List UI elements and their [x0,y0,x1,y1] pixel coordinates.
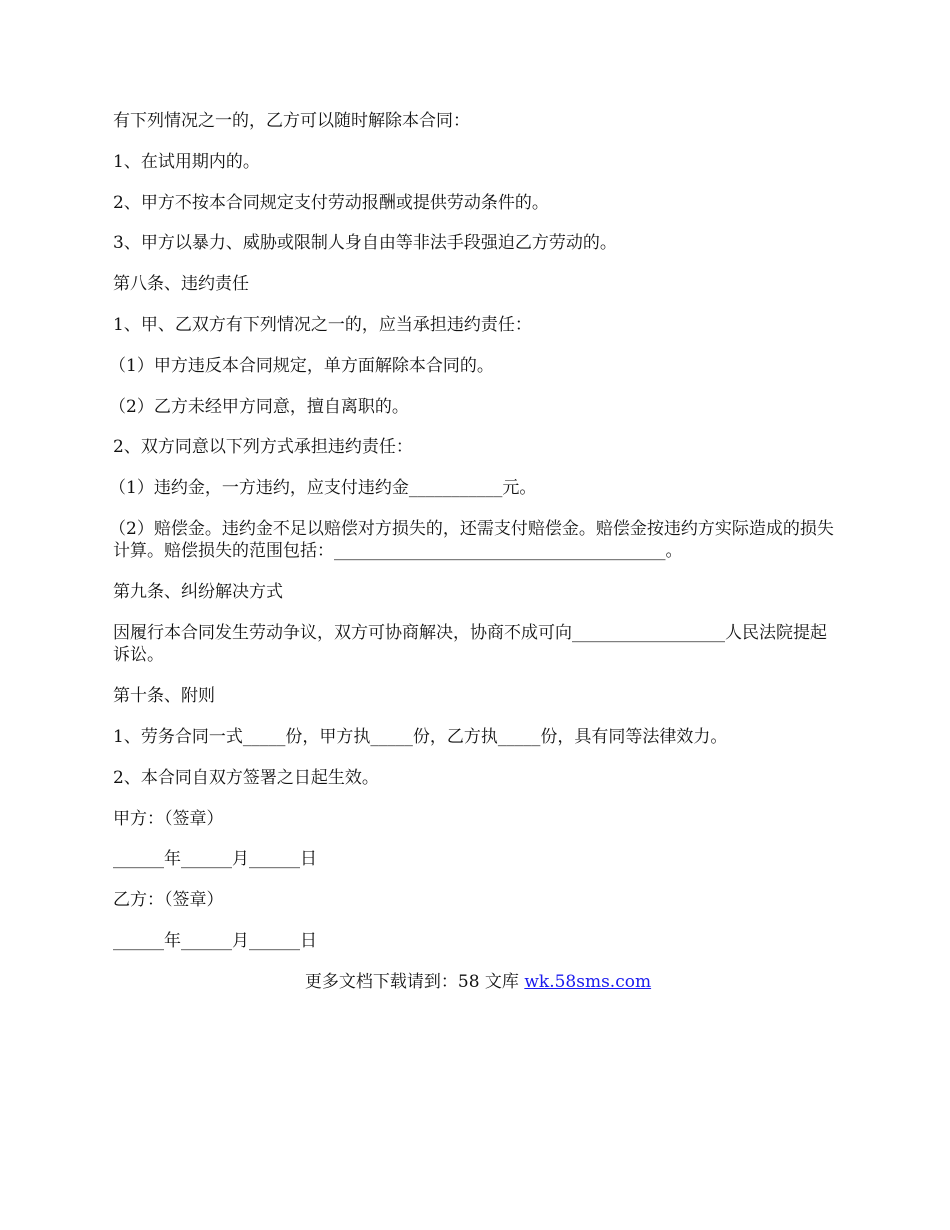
paragraph-copies: 1、劳务合同一式_____份，甲方执_____份，乙方执_____份，具有同等法律效力。 [113,726,728,747]
paragraph-penalty: （1）违约金，一方违约，应支付违约金___________元。 [109,478,537,499]
paragraph-breach-party-b: （2）乙方未经甲方同意，擅自离职的。 [109,396,409,417]
document-page [109,110,843,993]
signature-party-b: 乙方：（签章） [113,890,224,911]
heading-article-9: 第九条、纠纷解决方式 [113,582,283,603]
paragraph-termination-intro: 有下列情况之一的，乙方可以随时解除本合同： [113,111,470,131]
date-party-a: ______年______月______日 [113,849,317,870]
paragraph-dispute: 因履行本合同发生劳动争议，双方可协商解决，协商不成可向__________________人民法院提起诉讼。 [113,622,827,666]
signature-party-a: 甲方：（签章） [113,808,224,829]
paragraph-effective: 2、本合同自双方签署之日起生效。 [113,767,379,788]
footer [113,971,843,993]
date-party-b: ______年______月______日 [113,930,317,951]
paragraph-unpaid-wages: 2、甲方不按本合同规定支付劳动报酬或提供劳动条件的。 [113,192,549,213]
heading-article-8: 第八条、违约责任 [113,274,249,295]
paragraph-probation: 1、在试用期内的。 [113,151,260,172]
heading-article-10: 第十条、附则 [113,686,215,707]
footer-link[interactable]: wk.58sms.com [524,971,652,992]
footer-text: 更多文档下载请到：58 文库 [304,971,525,992]
paragraph-compensation: （2）赔偿金。违约金不足以赔偿对方损失的，还需支付赔偿金。赔偿金按违约方实际造成的损失计算。赔偿损失的范围包括：_______________________________________。 [109,518,834,562]
paragraph-forced-labor: 3、甲方以暴力、威胁或限制人身自由等非法手段强迫乙方劳动的。 [113,233,617,254]
paragraph-breach-party-a: （1）甲方违反本合同规定，单方面解除本合同的。 [109,355,494,376]
paragraph-liability-methods: 2、双方同意以下列方式承担违约责任： [113,437,413,458]
paragraph-breach-conditions: 1、甲、乙双方有下列情况之一的，应当承担违约责任： [113,314,532,335]
